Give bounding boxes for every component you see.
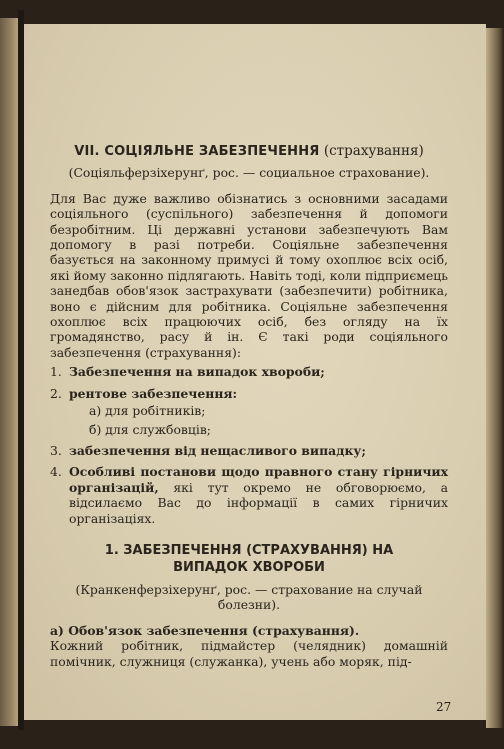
right-page-edge	[486, 28, 504, 728]
book-page	[24, 24, 486, 720]
chapter-title	[50, 144, 448, 159]
list-item	[50, 364, 448, 379]
list-item-text: Забезпечення на випадок хвороби;	[69, 364, 325, 380]
list-item-number: 2.	[50, 385, 62, 401]
page-content	[50, 144, 448, 669]
insurance-types-list	[50, 364, 448, 526]
chapter-title-paren: (страхування)	[323, 143, 424, 159]
list-item-number: 3.	[50, 442, 62, 458]
pension-sublist	[69, 403, 448, 437]
list-item-rest-text: які тут окремо не обговорюємо, а відсилаємо Вас до інформації в самих гірничих організаціях.	[69, 479, 448, 526]
list-item-number: 1.	[50, 364, 62, 380]
section-title-line1: 1. ЗАБЕЗПЕЧЕННЯ (СТРАХУВАННЯ) НА	[104, 542, 394, 558]
list-item	[50, 443, 448, 458]
sublist-item: б) для службовців;	[89, 421, 211, 437]
intro-paragraph: Для Вас дуже важливо обізнатись з основними засадами соціяльного (суспільного) забезпечення й допомоги безробітним. Ці державні установи забезпечують Вам допомогу в разі потреби. Соціяльне забезпечення базується на законному примусі й тому охоплює всіх осіб, які йому законно підлягають. Навіть тоді, коли підприємець занедбав обов'язок застрахувати (забезпечити) робітника, воно є дійсним для робітника. Соціяльне забезпечення охоплює всіх працюючих осіб, без огляду на їх громадянство, расу й ін. Є такі роди соціяльного забезпечення (страхування):	[50, 190, 448, 360]
sublist-item: а) для робітників;	[89, 403, 206, 419]
section-title	[50, 542, 448, 576]
section-subtitle: (Кранкенферзіхерунґ, рос. — страхование на случай болезни).	[75, 581, 423, 613]
section-title-line2: ВИПАДОК ХВОРОБИ	[173, 559, 325, 575]
subsection-heading: а) Обов'язок забезпечення (страхування).	[50, 622, 360, 638]
list-item-number: 4.	[50, 464, 62, 480]
page-number: 27	[436, 700, 452, 714]
list-item-bold-text: Особливі постанови щодо правного стану гірничих організацій,	[69, 464, 448, 495]
list-item	[50, 464, 448, 526]
list-item	[50, 386, 448, 437]
chapter-subtitle: (Соціяльферзіхерунґ, рос. — социальное страхование).	[68, 165, 430, 181]
list-item-text: рентове забезпечення:	[69, 385, 238, 401]
chapter-title-main: VII. СОЦІЯЛЬНЕ ЗАБЕЗПЕЧЕННЯ	[74, 144, 320, 159]
list-item-text: забезпечення від нещасливого випадку;	[69, 442, 366, 458]
section-paragraph: Кожний робітник, підмайстер (челядник) домашній помічник, служниця (служанка), учень або моряк, під-	[50, 638, 448, 669]
